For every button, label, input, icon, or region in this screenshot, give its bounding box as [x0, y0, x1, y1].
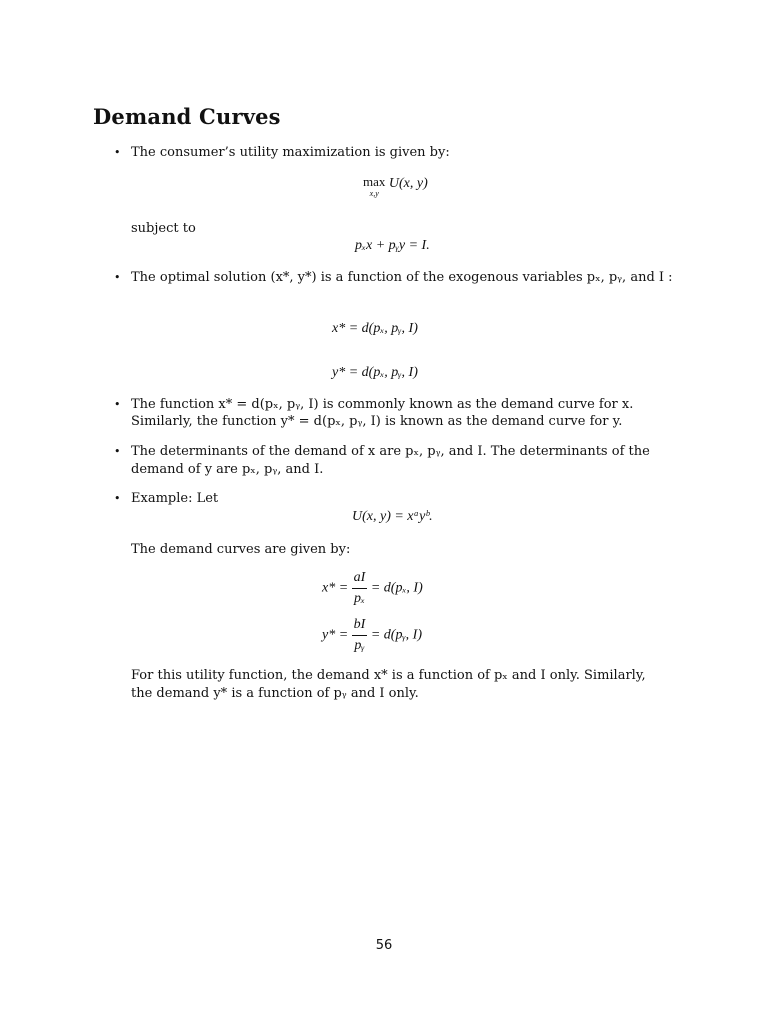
x-star-equation: x* = d(pₓ, pᵧ, I): [332, 321, 418, 336]
bullet-4-line-2: demand of y are pₓ, pᵧ, and I.: [131, 462, 324, 477]
bullet-1-text: The consumer’s utility maximization is given by:: [131, 145, 450, 160]
bullet-4-line-1: The determinants of the demand of x are pₓ, pᵧ, and I. The determinants of the: [131, 444, 650, 459]
max-subscript: x,y: [369, 189, 379, 198]
utility-max-equation: [363, 175, 428, 198]
bullet-2-text: The optimal solution (x*, y*) is a function of the exogenous variables pₓ, pᵧ, and I :: [131, 270, 673, 285]
max-operator: max: [363, 174, 386, 189]
x-demand-lhs: x* =: [322, 580, 349, 596]
y-demand-equation: [322, 616, 422, 655]
bullet-3-marker: •: [114, 398, 121, 411]
y-demand-rhs: = d(pᵧ, I): [370, 627, 423, 643]
bullet-2-marker: •: [114, 271, 121, 284]
section-heading: Demand Curves: [93, 104, 281, 129]
x-demand-denominator: pₓ: [354, 591, 365, 606]
bullet-3-line-2: Similarly, the function y* = d(pₓ, pᵧ, I) is known as the demand curve for y.: [131, 414, 623, 429]
demand-curves-intro: The demand curves are given by:: [131, 542, 351, 557]
bullet-4-marker: •: [114, 445, 121, 458]
y-fraction-bar: [352, 635, 368, 636]
budget-constraint: pₓx + pᵧy = I.: [355, 238, 430, 253]
bullet-3-line-1: The function x* = d(pₓ, pᵧ, I) is commonly known as the demand curve for x.: [131, 397, 634, 412]
conclusion-line-1: For this utility function, the demand x* is a function of pₓ and I only. Similarly,: [131, 668, 646, 683]
x-demand-fraction: [352, 569, 368, 608]
y-demand-denominator: pᵧ: [354, 638, 365, 653]
y-demand-lhs: y* =: [322, 627, 349, 643]
x-demand-numerator: aI: [353, 570, 366, 585]
conclusion-line-2: the demand y* is a function of pᵧ and I only.: [131, 686, 419, 701]
page-number: 56: [375, 938, 393, 953]
y-star-equation: y* = d(pₓ, pᵧ, I): [332, 365, 418, 380]
y-demand-fraction: [352, 616, 368, 655]
y-demand-numerator: bI: [353, 617, 366, 632]
cobb-douglas-utility: U(x, y) = xᵃyᵇ.: [352, 509, 433, 524]
bullet-5-text: Example: Let: [131, 491, 219, 506]
subject-to-label: subject to: [131, 221, 196, 236]
x-demand-equation: [322, 569, 423, 608]
x-fraction-bar: [352, 588, 368, 589]
utility-function: U(x, y): [388, 176, 428, 191]
bullet-5-marker: •: [114, 492, 121, 505]
x-demand-rhs: = d(pₓ, I): [370, 580, 423, 596]
bullet-1-marker: •: [114, 146, 121, 159]
